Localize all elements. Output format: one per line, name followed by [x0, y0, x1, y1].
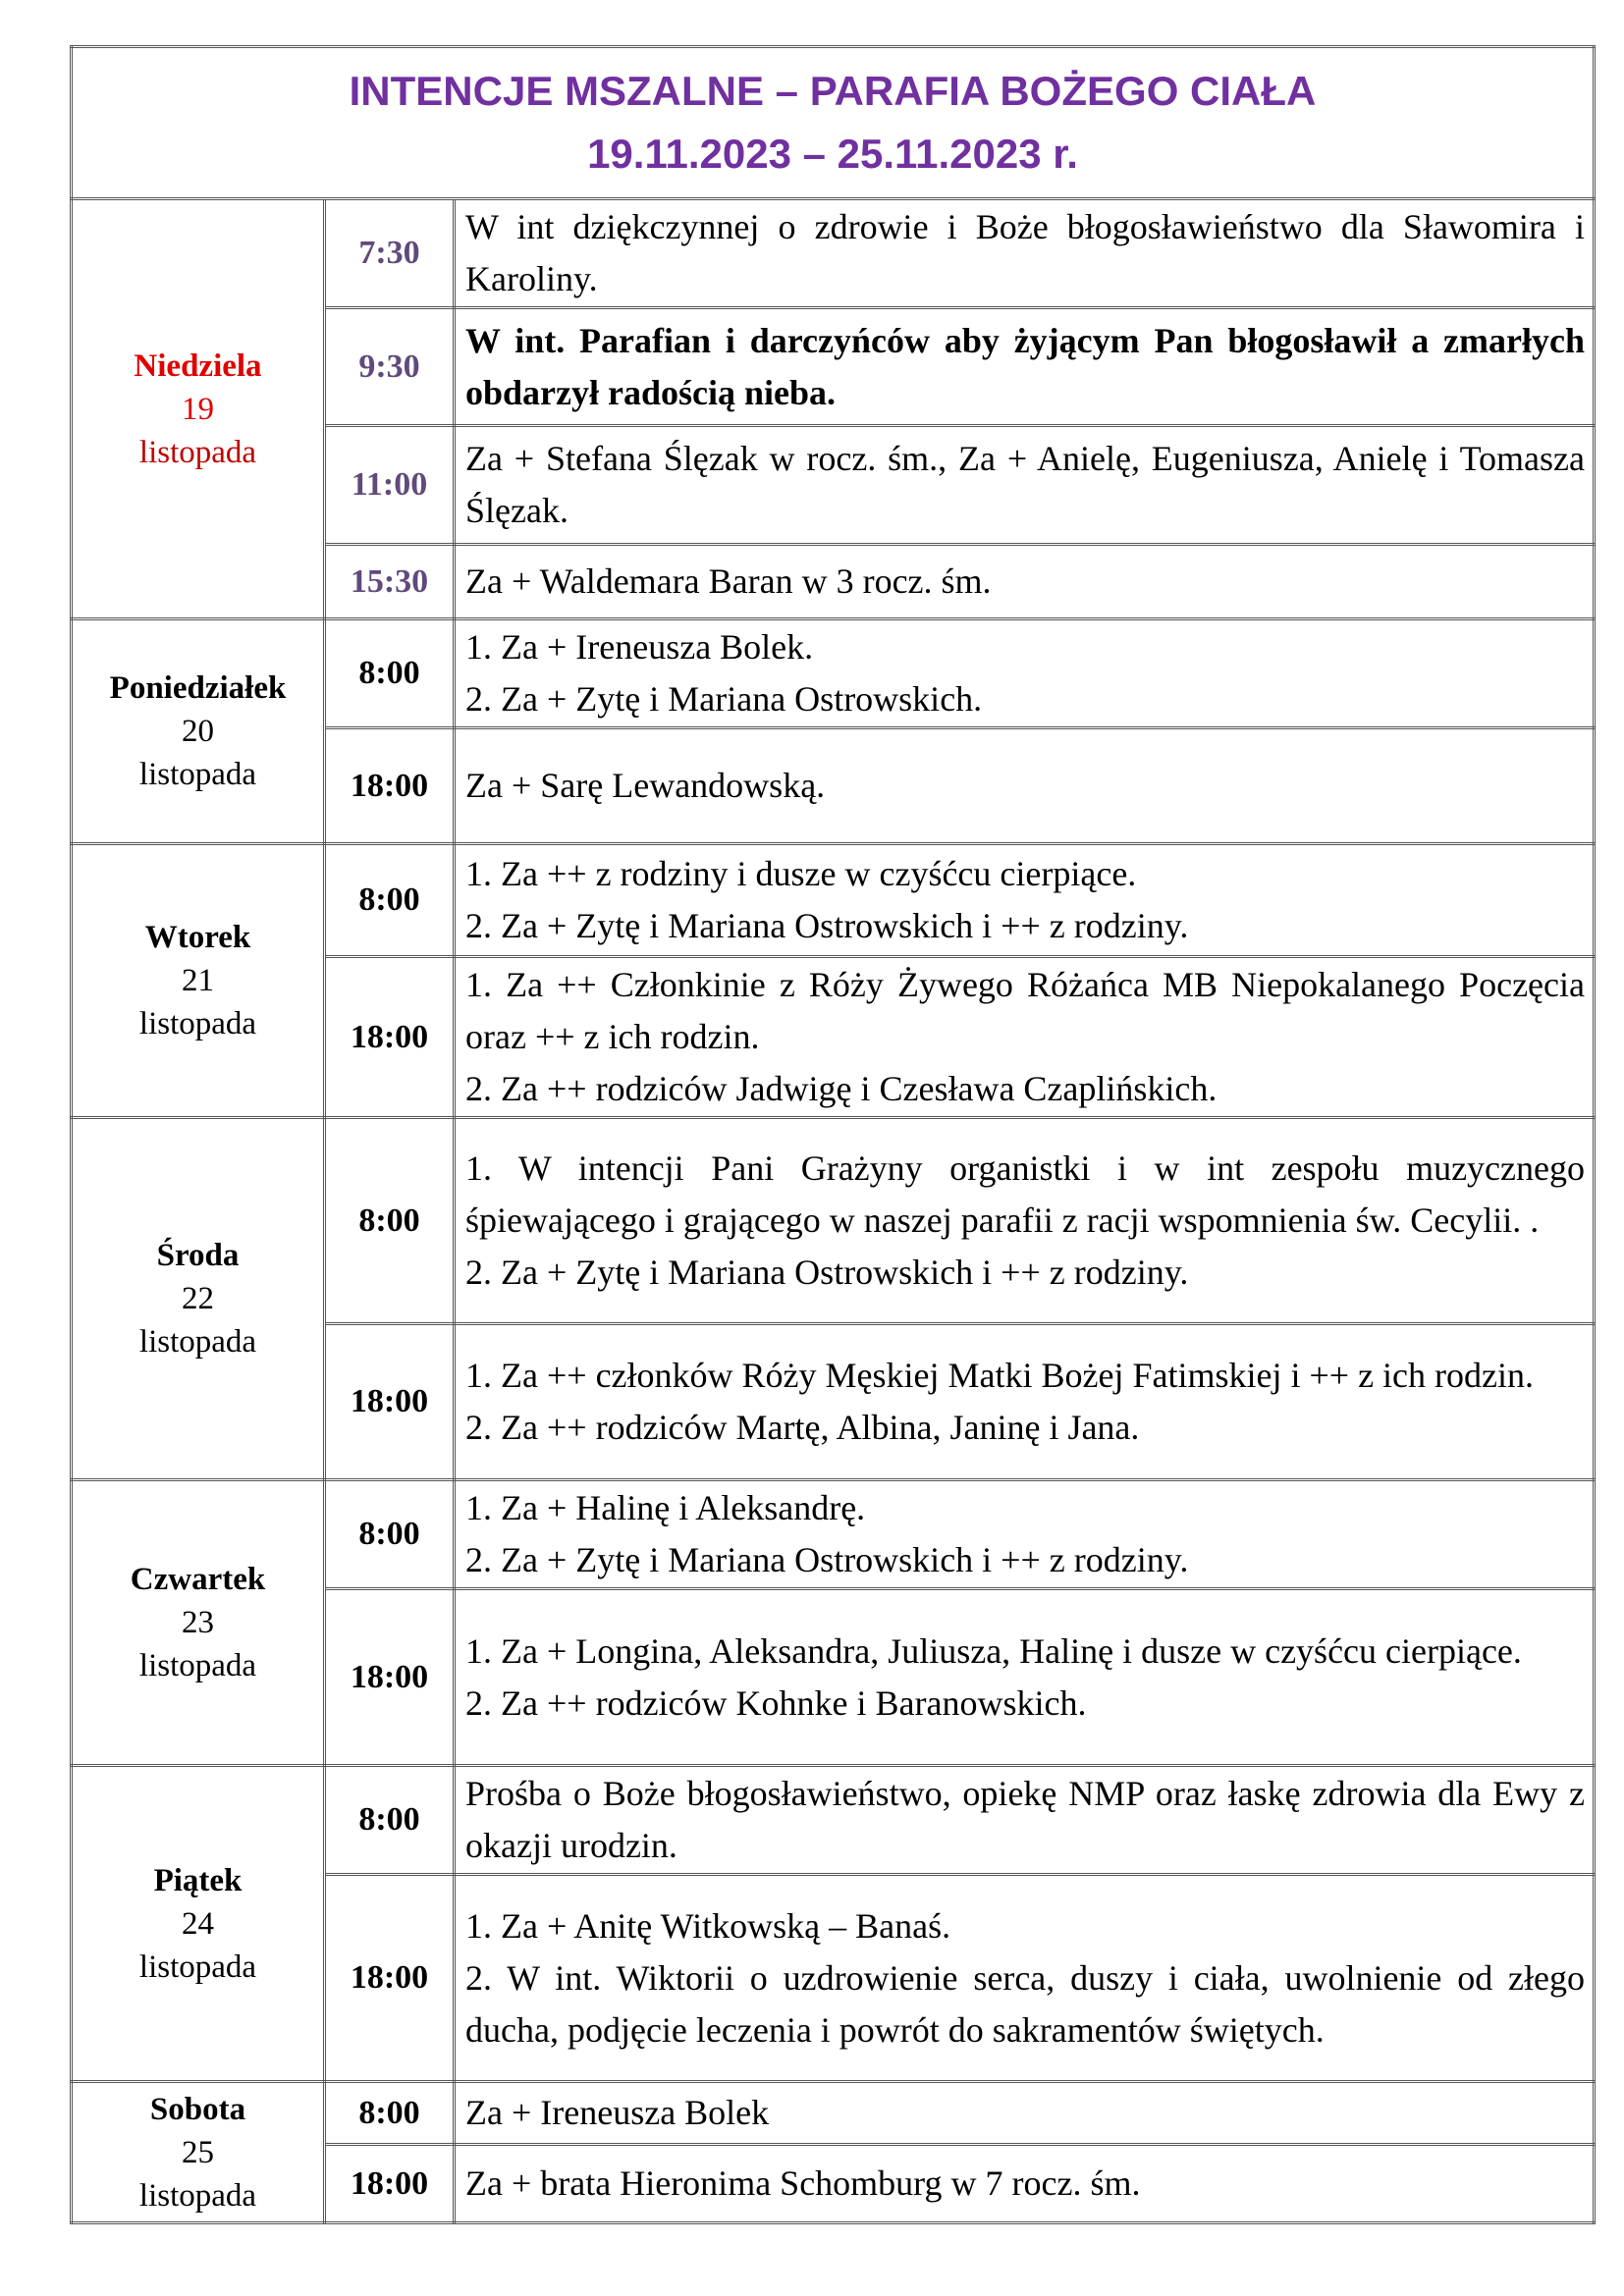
- mass-time: 8:00: [325, 844, 455, 957]
- mass-time: 11:00: [325, 426, 455, 545]
- day-month: listopada: [138, 1006, 257, 1041]
- intention-line: Za + brata Hieronima Schomburg w 7 rocz. śm.: [465, 2163, 1141, 2203]
- mass-intention: [455, 1766, 1595, 1875]
- intention-line: 1. Za + Halinę i Aleksandrę.: [465, 1488, 866, 1527]
- mass-intention: [455, 199, 1595, 308]
- mass-time: 18:00: [325, 728, 455, 844]
- mass-intention: [455, 844, 1595, 957]
- intention-line: 1. Za ++ członków Róży Męskiej Matki Bożej Fatimskiej i ++ z ich rodzin.: [465, 1356, 1534, 1395]
- day-name: Czwartek: [130, 1562, 266, 1597]
- day-month: listopada: [138, 434, 257, 470]
- day-number: 25: [182, 2134, 214, 2170]
- mass-intention: [455, 2082, 1595, 2145]
- intention-line: 1. Za + Ireneusza Bolek.: [465, 627, 814, 667]
- day-name: Poniedziałek: [109, 670, 287, 706]
- mass-time: 8:00: [325, 1480, 455, 1589]
- mass-row: [72, 199, 1595, 308]
- intention-line: 2. Za + Zytę i Mariana Ostrowskich.: [465, 679, 983, 719]
- intention-line: 2. Za + Zytę i Mariana Ostrowskich i ++ z rodziny.: [465, 906, 1189, 945]
- intention-line: Prośba o Boże błogosławieństwo, opiekę NMP oraz łaskę zdrowia dla Ewy z okazji urodzin.: [465, 1774, 1585, 1865]
- intention-line: 1. Za ++ z rodziny i dusze w czyśćcu cierpiące.: [465, 854, 1137, 893]
- day-name: Środa: [156, 1238, 240, 1273]
- intention-line: 2. Za + Zytę i Mariana Ostrowskich i ++ z rodziny.: [465, 1540, 1189, 1579]
- mass-time: 18:00: [325, 2145, 455, 2223]
- mass-time: 8:00: [325, 619, 455, 728]
- page-title: [72, 47, 1595, 199]
- intention-line: Za + Waldemara Baran w 3 rocz. śm.: [465, 561, 992, 601]
- mass-intention: [455, 1324, 1595, 1480]
- day-number: 22: [182, 1281, 214, 1316]
- day-name: Wtorek: [144, 920, 251, 955]
- intention-line: 2. Za ++ rodziców Martę, Albina, Janinę i Jana.: [465, 1408, 1140, 1447]
- day-name: Piątek: [153, 1862, 243, 1898]
- mass-intention: [455, 308, 1595, 426]
- day-cell-wednesday: [72, 1118, 325, 1480]
- mass-row: [72, 619, 1595, 728]
- mass-intention: [455, 426, 1595, 545]
- mass-row: [72, 1766, 1595, 1875]
- intention-line: 2. Za ++ rodziców Kohnke i Baranowskich.: [465, 1682, 1087, 1723]
- mass-time: 18:00: [325, 1875, 455, 2082]
- day-number: 19: [182, 391, 214, 427]
- intention-line: 1. Za + Anitę Witkowską – Banaś.: [465, 1905, 951, 1946]
- mass-time: 18:00: [325, 1324, 455, 1480]
- day-month: listopada: [138, 1648, 257, 1683]
- intention-line: 1. Za ++ Członkinie z Róży Żywego Różańca MB Niepokalanego Poczęcia oraz ++ z ich rodzin.: [465, 965, 1585, 1056]
- day-cell-friday: [72, 1766, 325, 2082]
- mass-row: [72, 844, 1595, 957]
- mass-intention: [455, 619, 1595, 728]
- day-month: listopada: [138, 757, 257, 792]
- mass-intention: [455, 957, 1595, 1118]
- day-name: Sobota: [149, 2091, 246, 2127]
- day-number: 20: [182, 714, 214, 749]
- intention-line: Za + Sarę Lewandowską.: [465, 766, 826, 805]
- mass-time: 8:00: [325, 1118, 455, 1324]
- mass-row: [72, 1118, 1595, 1324]
- intention-line: Za + Ireneusza Bolek: [465, 2093, 770, 2132]
- mass-intention: [455, 1589, 1595, 1766]
- day-month: listopada: [138, 2177, 257, 2214]
- intention-line: 1. W intencji Pani Grażyny organistki i w int zespołu muzycznego śpiewającego i grającego w naszej parafii z racji wspomnienia św. Cecylii. .: [465, 1148, 1585, 1240]
- mass-time: 18:00: [325, 957, 455, 1118]
- mass-intention: [455, 545, 1595, 619]
- mass-time: 8:00: [325, 1766, 455, 1875]
- header-row: [72, 47, 1595, 199]
- intention-line: 2. Za ++ rodziców Jadwigę i Czesława Czaplińskich.: [465, 1069, 1218, 1108]
- intention-line: 2. W int. Wiktorii o uzdrowienie serca, duszy i ciała, uwolnienie od złego ducha, podjęcie leczenia i powrót do sakramentów świętych.: [465, 1957, 1585, 2050]
- mass-intention: [455, 2145, 1595, 2223]
- mass-intention: [455, 1118, 1595, 1324]
- intention-line: W int dziękczynnej o zdrowie i Boże błogosławieństwo dla Sławomira i Karoliny.: [465, 207, 1585, 298]
- day-month: listopada: [138, 1949, 257, 1985]
- day-number: 21: [182, 963, 214, 998]
- title-text: INTENCJE MSZALNE – PARAFIA BOŻEGO CIAŁA: [349, 68, 1317, 114]
- mass-time: 18:00: [325, 1589, 455, 1766]
- intention-line: 1. Za + Longina, Aleksandra, Juliusza, Halinę i dusze w czyśćcu cierpiące.: [465, 1630, 1522, 1671]
- mass-time: 7:30: [325, 199, 455, 308]
- day-cell-monday: [72, 619, 325, 844]
- day-cell-thursday: [72, 1480, 325, 1766]
- intention-line: W int. Parafian i darczyńców aby żyjącym Pan błogosławił a zmarłych obdarzył radością nieba.: [465, 320, 1585, 412]
- intention-line: Za + Stefana Ślęzak w rocz. śm., Za + Anielę, Eugeniusza, Anielę i Tomasza Ślęzak.: [465, 439, 1585, 530]
- mass-intention: [455, 1480, 1595, 1589]
- intentions-table: [70, 45, 1596, 2224]
- mass-row: [72, 1480, 1595, 1589]
- mass-time: 9:30: [325, 308, 455, 426]
- day-cell-saturday: [72, 2082, 325, 2223]
- mass-intention: [455, 1875, 1595, 2082]
- day-number: 24: [182, 1905, 214, 1942]
- mass-time: 15:30: [325, 545, 455, 619]
- mass-time: 8:00: [325, 2082, 455, 2145]
- date-range: 19.11.2023 – 25.11.2023 r.: [587, 131, 1078, 177]
- intention-line: 2. Za + Zytę i Mariana Ostrowskich i ++ z rodziny.: [465, 1253, 1189, 1292]
- day-cell-tuesday: [72, 844, 325, 1118]
- day-number: 23: [182, 1605, 214, 1640]
- mass-intention: [455, 728, 1595, 844]
- day-name: Niedziela: [134, 347, 262, 384]
- day-cell-sunday: [72, 199, 325, 619]
- day-month: listopada: [138, 1324, 257, 1360]
- mass-row: [72, 2082, 1595, 2145]
